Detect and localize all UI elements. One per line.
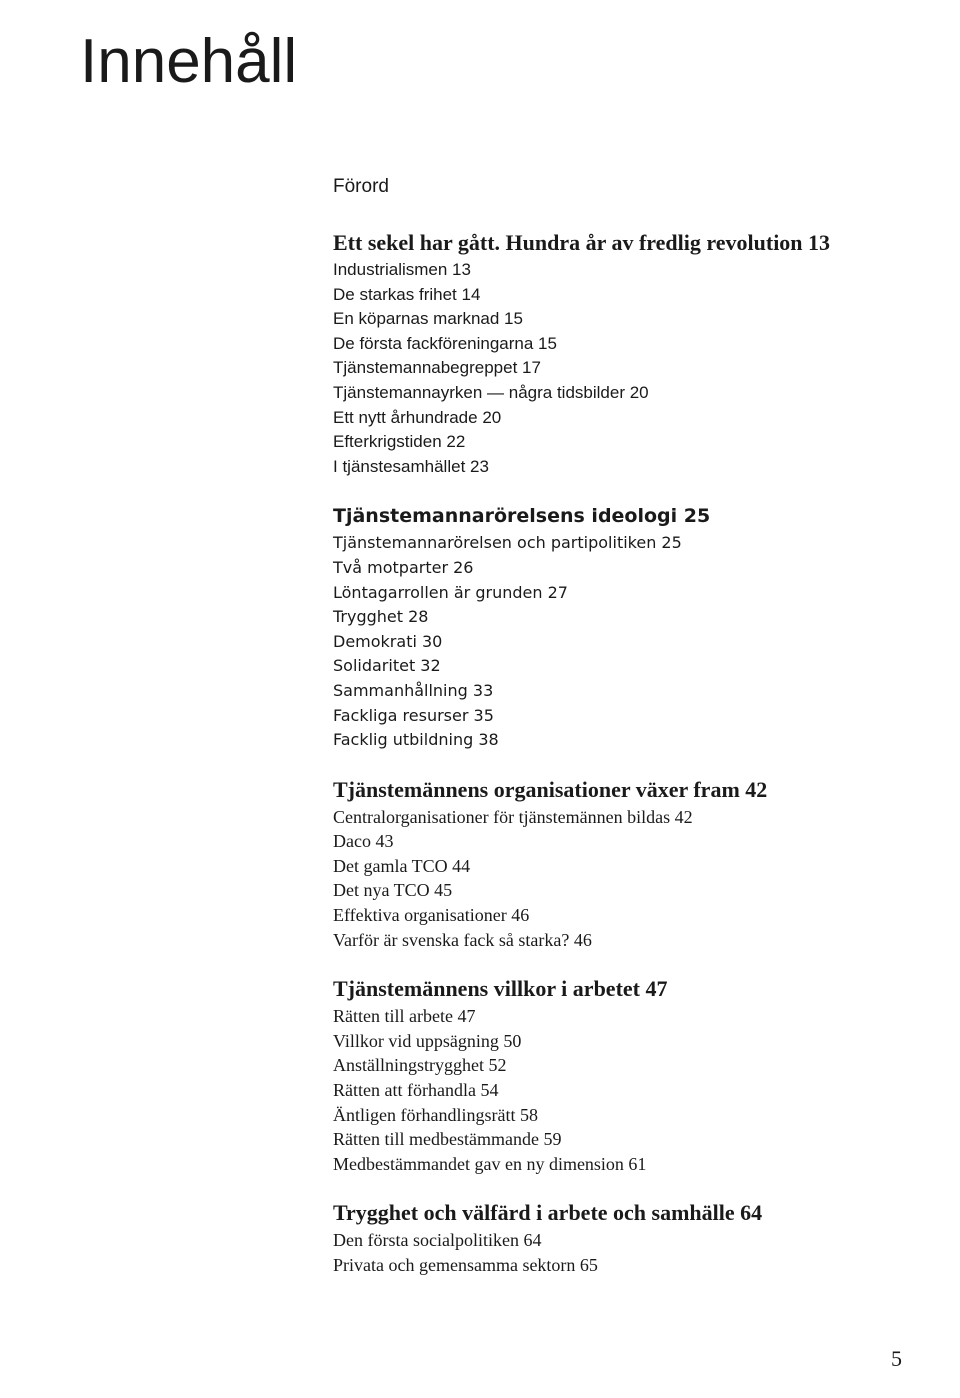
toc-entry: Sammanhållning 33 [333,680,494,700]
page-title: Innehåll [80,27,298,96]
toc-entry: Det nya TCO 45 [333,880,453,901]
table-of-contents [333,230,933,1278]
toc-entry: Centralorganisationer för tjänstemännen bildas 42 [333,806,693,827]
toc-entry: Medbestämmandet gav en ny dimension 61 [333,1153,647,1174]
toc-entry: Två motparter 26 [333,557,474,577]
toc-entry: Villkor vid uppsägning 50 [333,1030,522,1051]
toc-section [333,503,933,752]
toc-entry: Effektiva organisationer 46 [333,905,530,926]
toc-entry: Ett nytt århundrade 20 [333,407,502,427]
toc-entry: Facklig utbildning 38 [333,730,499,750]
toc-entry: Fackliga resurser 35 [333,705,494,725]
toc-section [333,230,933,479]
toc-entry: Industrialismen 13 [333,260,471,279]
toc-entry: Löntagarrollen är grunden 27 [333,582,568,602]
toc-entry: Demokrati 30 [333,631,443,651]
toc-entry: Tjänstemannabegreppet 17 [333,358,541,378]
page-number: 5 [891,1346,902,1371]
toc-entry: Anställningstrygghet 52 [333,1055,507,1076]
toc-entry: Daco 43 [333,831,394,852]
toc-entry: Trygghet 28 [333,607,429,627]
toc-entry: Äntligen förhandlingsrätt 58 [333,1104,538,1125]
toc-section [333,1200,933,1277]
section-heading: Tjänstemännens organisationer växer fram 42 [333,776,768,802]
toc-entry: Rätten till arbete 47 [333,1006,476,1027]
section-heading: Tjänstemännens villkor i arbetet 47 [333,976,668,1002]
toc-entry: I tjänstesamhället 23 [333,456,489,476]
toc-entry: Rätten till medbestämmande 59 [333,1129,562,1150]
toc-entry: Varför är svenska fack så starka? 46 [333,929,592,950]
toc-entry: Tjänstemannarörelsen och partipolitiken 25 [333,533,682,553]
toc-section [333,777,933,953]
toc-entry: Rätten att förhandla 54 [333,1080,499,1101]
toc-entry: Tjänstemannayrken — några tidsbilder 20 [333,382,649,402]
section-heading: Trygghet och välfärd i arbete och samhälle 64 [333,1200,763,1226]
toc-entry: En köparnas marknad 15 [333,309,523,329]
toc-entry: De första fackföreningarna 15 [333,333,557,353]
section-heading: Ett sekel har gått. Hundra år av fredlig revolution 13 [333,230,831,255]
toc-entry-foreword: Förord [333,176,389,197]
toc-section [333,976,933,1176]
toc-entry: Den första socialpolitiken 64 [333,1230,542,1251]
toc-entry: Privata och gemensamma sektorn 65 [333,1255,598,1275]
toc-entry: Solidaritet 32 [333,656,441,676]
toc-entry: Efterkrigstiden 22 [333,432,466,452]
section-heading: Tjänstemannarörelsens ideologi 25 [333,505,711,528]
toc-entry: De starkas frihet 14 [333,284,481,304]
toc-entry: Det gamla TCO 44 [333,855,471,876]
